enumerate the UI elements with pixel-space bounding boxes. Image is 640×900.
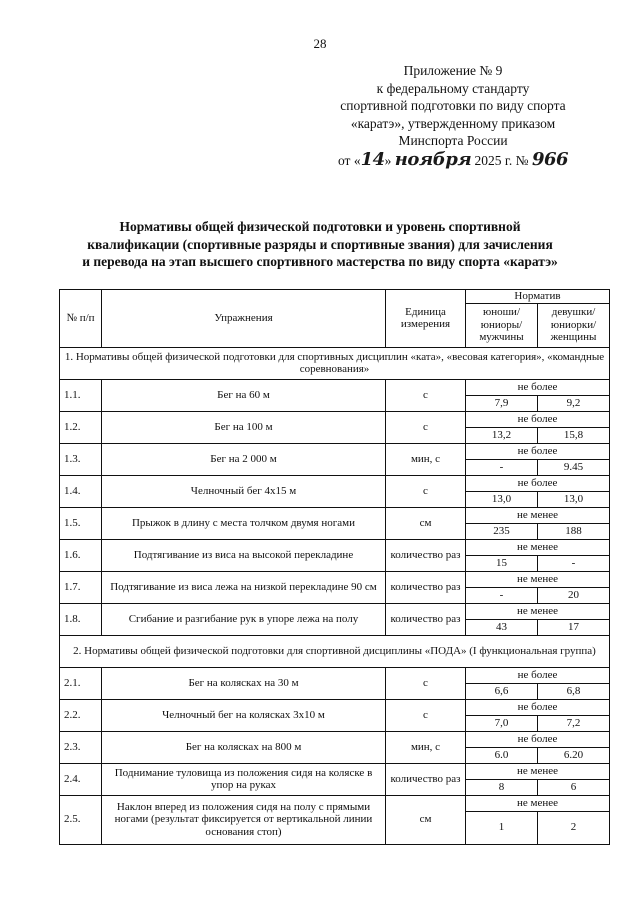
appendix-line-3: спортивной подготовки по виду спорта bbox=[340, 98, 566, 114]
value-boys: 6,6 bbox=[466, 683, 538, 699]
value-girls: 13,0 bbox=[538, 491, 610, 507]
row-unit: с bbox=[386, 379, 466, 411]
value-boys: 13,2 bbox=[466, 427, 538, 443]
row-number: 2.2. bbox=[60, 699, 102, 731]
value-girls: 6,8 bbox=[538, 683, 610, 699]
value-girls: 2 bbox=[538, 811, 610, 844]
date-mid: » bbox=[384, 152, 392, 168]
value-girls: 188 bbox=[538, 523, 610, 539]
row-exercise: Бег на 2 000 м bbox=[102, 443, 386, 475]
row-number: 1.2. bbox=[60, 411, 102, 443]
header-girls: девушки/ юниорки/ женщины bbox=[538, 303, 610, 347]
row-condition: не более bbox=[466, 699, 610, 715]
row-condition: не менее bbox=[466, 507, 610, 523]
row-number: 1.1. bbox=[60, 379, 102, 411]
row-unit: см bbox=[386, 507, 466, 539]
row-unit: мин, с bbox=[386, 443, 466, 475]
row-condition: не менее bbox=[466, 603, 610, 619]
table-row bbox=[60, 603, 610, 619]
date-prefix: от « bbox=[337, 152, 361, 168]
row-exercise: Поднимание туловища из положения сидя на коляске в упор на руках bbox=[102, 763, 386, 795]
row-exercise: Подтягивание из виса лежа на низкой перекладине 90 см bbox=[102, 571, 386, 603]
header-unit: Единица измерения bbox=[386, 290, 466, 348]
table-row bbox=[60, 443, 610, 459]
row-number: 1.8. bbox=[60, 603, 102, 635]
document-title bbox=[30, 218, 610, 271]
row-exercise: Челночный бег на колясках 3х10 м bbox=[102, 699, 386, 731]
row-unit: с bbox=[386, 667, 466, 699]
value-boys: 13,0 bbox=[466, 491, 538, 507]
value-girls: 6 bbox=[538, 779, 610, 795]
value-girls: 7,2 bbox=[538, 715, 610, 731]
title-line-1: Нормативы общей физической подготовки и уровень спортивной bbox=[119, 219, 521, 234]
table-row bbox=[60, 667, 610, 683]
table-row bbox=[60, 475, 610, 491]
table-row bbox=[60, 507, 610, 523]
value-boys: - bbox=[466, 587, 538, 603]
row-condition: не менее bbox=[466, 539, 610, 555]
row-unit: количество раз bbox=[386, 571, 466, 603]
row-condition: не более bbox=[466, 379, 610, 395]
table-row bbox=[60, 763, 610, 779]
row-condition: не более bbox=[466, 731, 610, 747]
table-row bbox=[60, 699, 610, 715]
section-row bbox=[60, 347, 610, 379]
row-condition: не менее bbox=[466, 763, 610, 779]
row-exercise: Прыжок в длину с места толчком двумя ногами bbox=[102, 507, 386, 539]
value-boys: 1 bbox=[466, 811, 538, 844]
norms-table bbox=[59, 289, 610, 845]
row-number: 1.3. bbox=[60, 443, 102, 475]
table-row bbox=[60, 731, 610, 747]
row-condition: не более bbox=[466, 475, 610, 491]
table-row bbox=[60, 539, 610, 555]
row-unit: с bbox=[386, 475, 466, 507]
value-boys: 6.0 bbox=[466, 747, 538, 763]
appendix-line-2: к федеральному стандарту bbox=[376, 80, 530, 96]
appendix-block bbox=[318, 62, 588, 170]
appendix-line-5: Минспорта России bbox=[398, 133, 508, 149]
value-boys: 15 bbox=[466, 555, 538, 571]
row-unit: с bbox=[386, 699, 466, 731]
table-row bbox=[60, 571, 610, 587]
row-number: 1.4. bbox=[60, 475, 102, 507]
value-boys: 235 bbox=[466, 523, 538, 539]
title-line-2: квалификации (спортивные разряды и спортивные звания) для зачисления bbox=[87, 236, 553, 252]
row-exercise: Наклон вперед из положения сидя на полу с прямыми ногами (результат фиксируется от вертикальной линии основания стоп) bbox=[102, 795, 386, 844]
row-exercise: Бег на колясках на 30 м bbox=[102, 667, 386, 699]
row-exercise: Подтягивание из виса на высокой перекладине bbox=[102, 539, 386, 571]
row-exercise: Бег на 60 м bbox=[102, 379, 386, 411]
value-girls: 17 bbox=[538, 619, 610, 635]
order-date-line bbox=[318, 148, 588, 170]
value-boys: 7,9 bbox=[466, 395, 538, 411]
section-row bbox=[60, 635, 610, 667]
appendix-line-1: Приложение № 9 bbox=[403, 63, 503, 78]
row-condition: не менее bbox=[466, 795, 610, 811]
section-title: 1. Нормативы общей физической подготовки для спортивных дисциплин «ката», «весовая категория», «командные соревнования» bbox=[60, 347, 610, 379]
row-number: 2.3. bbox=[60, 731, 102, 763]
date-day: 14 bbox=[360, 148, 385, 170]
table-row bbox=[60, 795, 610, 811]
value-girls: - bbox=[538, 555, 610, 571]
row-exercise: Сгибание и разгибание рук в упоре лежа на полу bbox=[102, 603, 386, 635]
row-number: 2.5. bbox=[60, 795, 102, 844]
row-condition: не более bbox=[466, 411, 610, 427]
row-unit: см bbox=[386, 795, 466, 844]
row-condition: не менее bbox=[466, 571, 610, 587]
row-number: 1.7. bbox=[60, 571, 102, 603]
value-girls: 15,8 bbox=[538, 427, 610, 443]
row-number: 2.1. bbox=[60, 667, 102, 699]
value-girls: 9.45 bbox=[538, 459, 610, 475]
row-number: 1.5. bbox=[60, 507, 102, 539]
header-boys: юноши/ юниоры/ мужчины bbox=[466, 303, 538, 347]
date-month: ноября bbox=[394, 148, 472, 170]
value-girls: 20 bbox=[538, 587, 610, 603]
row-number: 2.4. bbox=[60, 763, 102, 795]
row-exercise: Бег на 100 м bbox=[102, 411, 386, 443]
date-year: 2025 г. № bbox=[474, 152, 529, 168]
row-exercise: Бег на колясках на 800 м bbox=[102, 731, 386, 763]
section-title: 2. Нормативы общей физической подготовки для спортивной дисциплины «ПОДА» (I функциональная группа) bbox=[60, 635, 610, 667]
row-unit: количество раз bbox=[386, 763, 466, 795]
row-unit: мин, с bbox=[386, 731, 466, 763]
table-row bbox=[60, 379, 610, 395]
row-condition: не более bbox=[466, 443, 610, 459]
value-boys: 7,0 bbox=[466, 715, 538, 731]
value-boys: - bbox=[466, 459, 538, 475]
header-exercise: Упражнения bbox=[102, 290, 386, 348]
order-number: 966 bbox=[531, 148, 569, 170]
value-boys: 43 bbox=[466, 619, 538, 635]
value-girls: 6.20 bbox=[538, 747, 610, 763]
appendix-line-4: «каратэ», утвержденному приказом bbox=[350, 115, 556, 131]
value-boys: 8 bbox=[466, 779, 538, 795]
table-row bbox=[60, 411, 610, 427]
header-num: № п/п bbox=[60, 290, 102, 348]
row-condition: не более bbox=[466, 667, 610, 683]
row-number: 1.6. bbox=[60, 539, 102, 571]
value-girls: 9,2 bbox=[538, 395, 610, 411]
row-unit: с bbox=[386, 411, 466, 443]
title-line-3: и перевода на этап высшего спортивного мастерства по виду спорта «каратэ» bbox=[82, 254, 558, 269]
page-number: 28 bbox=[313, 36, 327, 51]
row-exercise: Челночный бег 4х15 м bbox=[102, 475, 386, 507]
row-unit: количество раз bbox=[386, 603, 466, 635]
row-unit: количество раз bbox=[386, 539, 466, 571]
header-norm: Норматив bbox=[466, 290, 610, 304]
